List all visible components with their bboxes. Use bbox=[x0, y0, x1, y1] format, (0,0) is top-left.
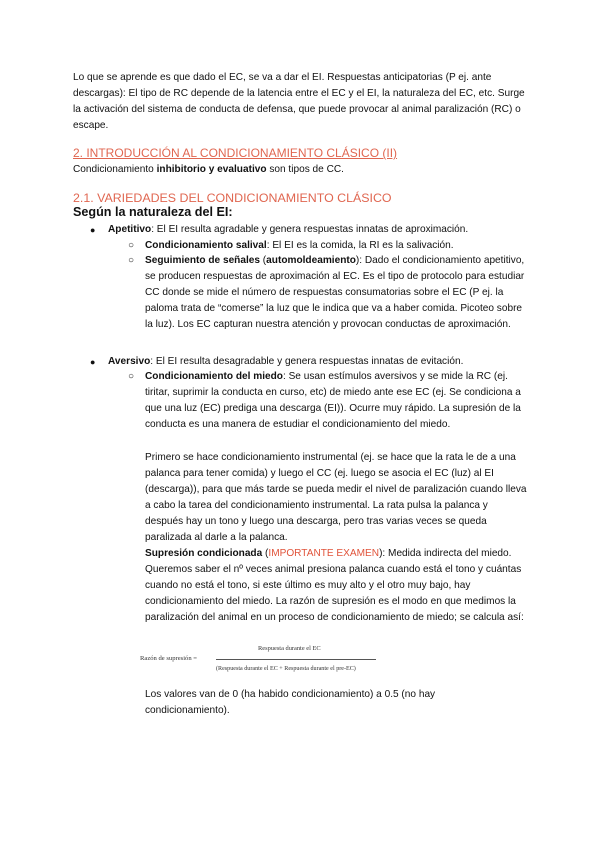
important-exam-note: IMPORTANTE EXAMEN bbox=[268, 548, 380, 559]
aversivo-desc: : El EI resulta desagradable y genera respuestas innatas de evitación. bbox=[150, 356, 464, 367]
formula-numerator: Respuesta durante el EC bbox=[258, 645, 321, 652]
salival-term: Condicionamiento salival bbox=[145, 240, 267, 251]
apetitivo-term: Apetitivo bbox=[108, 224, 152, 235]
section-2-text-post: son tipos de CC. bbox=[266, 164, 344, 175]
seguimiento-paren: ( bbox=[260, 255, 267, 266]
suppression-ratio-formula bbox=[140, 644, 385, 680]
bullet-circle-icon: ○ bbox=[128, 371, 135, 382]
bullet-circle-icon: ○ bbox=[128, 255, 135, 266]
formula-denominator: (Respuesta durante el EC + Respuesta durante el pre-EC) bbox=[216, 666, 356, 672]
intro-paragraph: Lo que se aprende es que dado el EC, se va a dar el EI. Respuestas anticipatorias (P ej. ante descargas): El tipo de RC depende de la latencia entre el EC y el EI, la naturaleza del EC, etc. Surge la activación del sistema de conducta de defensa, que puede provocar al animal paralización (RC) o escape. bbox=[73, 72, 525, 131]
values-paragraph: Los valores van de 0 (ha habido condicionamiento) a 0.5 (no hay condicionamiento). bbox=[145, 689, 436, 716]
apetitivo-desc: : El EI resulta agradable y genera respuestas innatas de aproximación. bbox=[151, 224, 469, 235]
apetitivo-text bbox=[108, 222, 538, 238]
aversivo-term: Aversivo bbox=[108, 356, 151, 367]
miedo-paragraph-2: Primero se hace condicionamiento instrumental (ej. se hace que la rata le de a una palanca para tener comida) y luego el CC (ej. luego se asocia el EC (luz) al EI (descarga)), para que más tarde se pueda medir el nivel de paralización cuando lleva a cabo la tarea del condicionamiento instrumental. La rata pulsa la palanca y después hay un tono y luego una descarga, pero tras varias veces se queda paralizada al darle a la palanca. bbox=[145, 452, 527, 543]
section-2-1-heading: 2.1. VARIEDADES DEL CONDICIONAMIENTO CLÁSICO bbox=[73, 191, 392, 205]
section-2-text-pre: Condicionamiento bbox=[73, 164, 157, 175]
miedo-desc: : Se usan estímulos aversivos y se mide la RC (ej. tiritar, suprimir la conducta en curso, etc) de miedo ante ese EC (ej. Se condiciona a que una luz (EC) prediga una descarga (EI)). Ocurre muy rápido. La supresión de la conducta es una manera de estudiar el condicionamiento del miedo. bbox=[145, 371, 521, 430]
section-2-text bbox=[73, 164, 344, 175]
supresion-paren: ( bbox=[262, 548, 269, 559]
section-2-heading: 2. INTRODUCCIÓN AL CONDICIONAMIENTO CLÁSICO (II) bbox=[73, 146, 398, 160]
salival-desc: : El EI es la comida, la RI es la salivación. bbox=[266, 240, 454, 251]
seguimiento-desc: ): Dado el condicionamiento apetitivo, se producen respuestas de aproximación al EC. Es el tipo de protocolo para estudiar CC donde se mide el número de respuestas consumatorias sobre el EC (P ej. la paloma trata de “comerse” la luz que le indica que va a haber comida. Picoteo sobre la luz). Los EC capturan nuestra atención y provocan conductas de aproximación. bbox=[145, 255, 525, 330]
salival-text bbox=[145, 238, 523, 254]
supresion-desc: ): Medida indirecta del miedo. Queremos saber el nº veces animal presiona palanca cuando está el tono y cuántas cuando no está el tono, si este último es muy alto y el otro muy bajo, hay condicionamiento del miedo. La razón de supresión es el modo en que medimos la paralización del animal en un proceso de condicionamiento de miedo; se calcula así: bbox=[145, 548, 524, 623]
bullet-disc-icon: ● bbox=[90, 357, 96, 367]
seguimiento-text bbox=[145, 253, 530, 333]
bullet-circle-icon: ○ bbox=[128, 240, 135, 251]
miedo-text bbox=[145, 369, 527, 433]
bullet-disc-icon: ● bbox=[90, 225, 96, 235]
section-2-text-bold: inhibitorio y evaluativo bbox=[156, 164, 267, 175]
automoldeamiento-term: automoldeamiento bbox=[266, 255, 356, 266]
formula-fraction-line bbox=[216, 659, 376, 660]
supresion-paragraph bbox=[145, 546, 527, 626]
aversivo-text bbox=[108, 354, 538, 370]
supresion-term: Supresión condicionada bbox=[145, 548, 263, 559]
seguimiento-term: Seguimiento de señales bbox=[145, 255, 260, 266]
formula-label: Razón de supresión = bbox=[140, 655, 198, 662]
naturaleza-subheading: Según la naturaleza del EI: bbox=[73, 205, 233, 219]
miedo-term: Condicionamiento del miedo bbox=[145, 371, 283, 382]
